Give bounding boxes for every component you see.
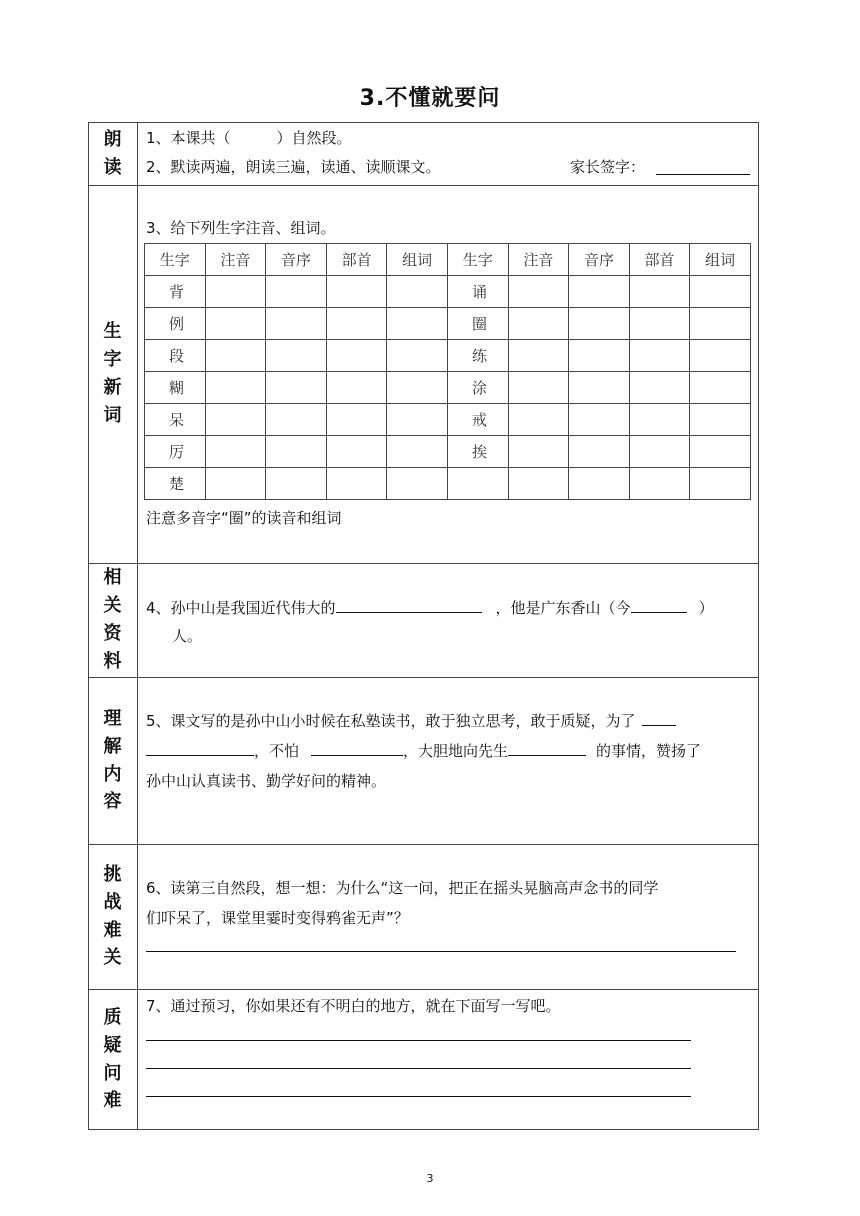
vocab-header-cell: 音序 (569, 244, 630, 276)
vocab-char-cell: 背 (145, 276, 206, 308)
vocab-header-cell: 组词 (690, 244, 751, 276)
vocab-char-cell: 呆 (145, 404, 206, 436)
vocab-header-cell: 组词 (387, 244, 448, 276)
question-5: 5、课文写的是孙中山小时候在私塾读书，敢于独立思考，敢于质疑，为了 (146, 710, 676, 731)
vocab-answer-cell[interactable] (508, 340, 569, 372)
page-title: 3.不懂就要问 (359, 86, 501, 111)
vocab-char-cell: 糊 (145, 372, 206, 404)
vocab-answer-cell[interactable] (326, 468, 387, 500)
vocab-answer-cell[interactable] (690, 340, 751, 372)
vocab-answer-cell[interactable] (266, 468, 327, 500)
vocab-answer-cell[interactable] (629, 340, 690, 372)
vocab-answer-cell[interactable] (508, 468, 569, 500)
vocab-answer-cell[interactable] (508, 372, 569, 404)
vocab-answer-cell[interactable] (266, 276, 327, 308)
question-1: 1、本课共（ ）自然段。 (146, 129, 352, 147)
vocab-answer-cell[interactable] (205, 404, 266, 436)
vocab-answer-cell[interactable] (387, 404, 448, 436)
vocab-answer-cell[interactable] (387, 276, 448, 308)
vocab-char-cell: 诵 (447, 276, 508, 308)
row-divider (88, 989, 759, 990)
vocab-answer-cell[interactable] (205, 372, 266, 404)
vocab-char-cell (447, 468, 508, 500)
vocab-answer-cell[interactable] (690, 276, 751, 308)
vocab-answer-cell[interactable] (326, 404, 387, 436)
vocab-answer-cell[interactable] (266, 436, 327, 468)
vocab-answer-cell[interactable] (629, 468, 690, 500)
vocab-header-row (145, 244, 751, 276)
question-5-line-3: 孙中山认真读书、勤学好问的精神。 (146, 772, 387, 790)
vocab-answer-cell[interactable] (326, 340, 387, 372)
vocab-answer-cell[interactable] (690, 436, 751, 468)
vocab-row (145, 372, 751, 404)
vocab-header-cell: 部首 (326, 244, 387, 276)
vocab-answer-cell[interactable] (205, 308, 266, 340)
vocab-answer-cell[interactable] (387, 436, 448, 468)
vocab-answer-cell[interactable] (387, 340, 448, 372)
vocab-row (145, 436, 751, 468)
label-column-divider (137, 122, 138, 1130)
vocab-row (145, 308, 751, 340)
vocab-answer-cell[interactable] (326, 276, 387, 308)
page-number: 3 (426, 1172, 434, 1185)
question-6-line-2: 们吓呆了，课堂里霎时变得鸦雀无声”？ (146, 909, 409, 927)
section-label-understand: 理 解 内 容 (103, 707, 122, 813)
vocab-header-cell: 生字 (145, 244, 206, 276)
vocab-answer-cell[interactable] (569, 276, 630, 308)
answer-line[interactable] (146, 1096, 691, 1097)
question-3: 3、给下列生字注音、组词。 (146, 219, 336, 237)
vocab-answer-cell[interactable] (569, 404, 630, 436)
vocab-answer-cell[interactable] (387, 372, 448, 404)
vocab-header-cell: 注音 (508, 244, 569, 276)
vocab-char-cell: 段 (145, 340, 206, 372)
vocab-answer-cell[interactable] (266, 308, 327, 340)
answer-line[interactable] (146, 1040, 691, 1041)
vocab-answer-cell[interactable] (205, 276, 266, 308)
section-label-question: 质 疑 问 难 (103, 1006, 122, 1112)
vocab-char-cell: 厉 (145, 436, 206, 468)
vocab-char-cell: 戒 (447, 404, 508, 436)
answer-line[interactable] (146, 1068, 691, 1069)
vocab-header-cell: 音序 (266, 244, 327, 276)
vocab-answer-cell[interactable] (629, 276, 690, 308)
section-label-vocab: 生 字 新 词 (103, 321, 122, 426)
vocab-answer-cell[interactable] (569, 468, 630, 500)
question-2: 2、默读两遍，朗读三遍，读通、读顺课文。 (146, 158, 441, 176)
section-label-challenge: 挑 战 难 关 (103, 863, 122, 969)
vocab-answer-cell[interactable] (387, 468, 448, 500)
vocab-answer-cell[interactable] (629, 436, 690, 468)
vocab-answer-cell[interactable] (326, 436, 387, 468)
vocab-answer-cell[interactable] (569, 436, 630, 468)
row-divider (88, 677, 759, 678)
vocab-char-cell: 圈 (447, 308, 508, 340)
vocab-answer-cell[interactable] (690, 308, 751, 340)
question-7: 7、通过预习，你如果还有不明白的地方，就在下面写一写吧。 (146, 997, 561, 1015)
vocab-answer-cell[interactable] (266, 372, 327, 404)
section-label-reading: 朗 读 (103, 128, 122, 178)
vocab-answer-cell[interactable] (205, 340, 266, 372)
vocab-char-cell: 涂 (447, 372, 508, 404)
vocab-answer-cell[interactable] (205, 436, 266, 468)
vocab-answer-cell[interactable] (326, 372, 387, 404)
vocab-answer-cell[interactable] (508, 308, 569, 340)
vocab-header-cell: 注音 (205, 244, 266, 276)
vocab-answer-cell[interactable] (629, 404, 690, 436)
vocab-row (145, 276, 751, 308)
vocab-answer-cell[interactable] (569, 340, 630, 372)
row-divider (88, 844, 759, 845)
parent-signature-label: 家长签字： (570, 158, 646, 176)
vocab-char-cell: 挨 (447, 436, 508, 468)
vocab-answer-cell[interactable] (326, 308, 387, 340)
vocab-char-cell: 例 (145, 308, 206, 340)
vocab-answer-cell[interactable] (690, 468, 751, 500)
vocab-row (145, 468, 751, 500)
row-divider (88, 563, 759, 564)
vocab-answer-cell[interactable] (266, 340, 327, 372)
vocab-answer-cell[interactable] (508, 404, 569, 436)
parent-signature-line[interactable] (656, 174, 750, 175)
vocab-answer-cell[interactable] (387, 308, 448, 340)
vocab-answer-cell[interactable] (569, 372, 630, 404)
vocab-answer-cell[interactable] (629, 372, 690, 404)
vocab-answer-cell[interactable] (508, 436, 569, 468)
vocab-header-cell: 部首 (629, 244, 690, 276)
question-4-cont: 人。 (172, 627, 203, 645)
vocab-answer-cell[interactable] (690, 372, 751, 404)
vocab-answer-cell[interactable] (205, 468, 266, 500)
section-label-related: 相 关 资 料 (103, 567, 122, 672)
vocab-char-cell: 楚 (145, 468, 206, 500)
vocab-answer-cell[interactable] (629, 308, 690, 340)
answer-line[interactable] (146, 951, 736, 952)
question-4: 4、孙中山是我国近代伟大的 ，他是广东香山（今 ） (146, 599, 714, 617)
vocab-char-cell: 练 (447, 340, 508, 372)
vocab-answer-cell[interactable] (569, 308, 630, 340)
row-divider (88, 185, 759, 186)
vocab-answer-cell[interactable] (266, 404, 327, 436)
vocab-table (144, 243, 751, 500)
vocab-answer-cell[interactable] (690, 404, 751, 436)
question-6: 6、读第三自然段，想一想：为什么“这一问，把正在摇头晃脑高声念书的同学 (146, 879, 659, 897)
question-5-line-2: ，不怕 ，大胆地向先生 的事情，赞扬了 (146, 740, 701, 761)
polyphone-note: 注意多音字“圈”的读音和组词 (146, 509, 342, 527)
vocab-row (145, 404, 751, 436)
vocab-answer-cell[interactable] (508, 276, 569, 308)
vocab-header-cell: 生字 (447, 244, 508, 276)
vocab-row (145, 340, 751, 372)
